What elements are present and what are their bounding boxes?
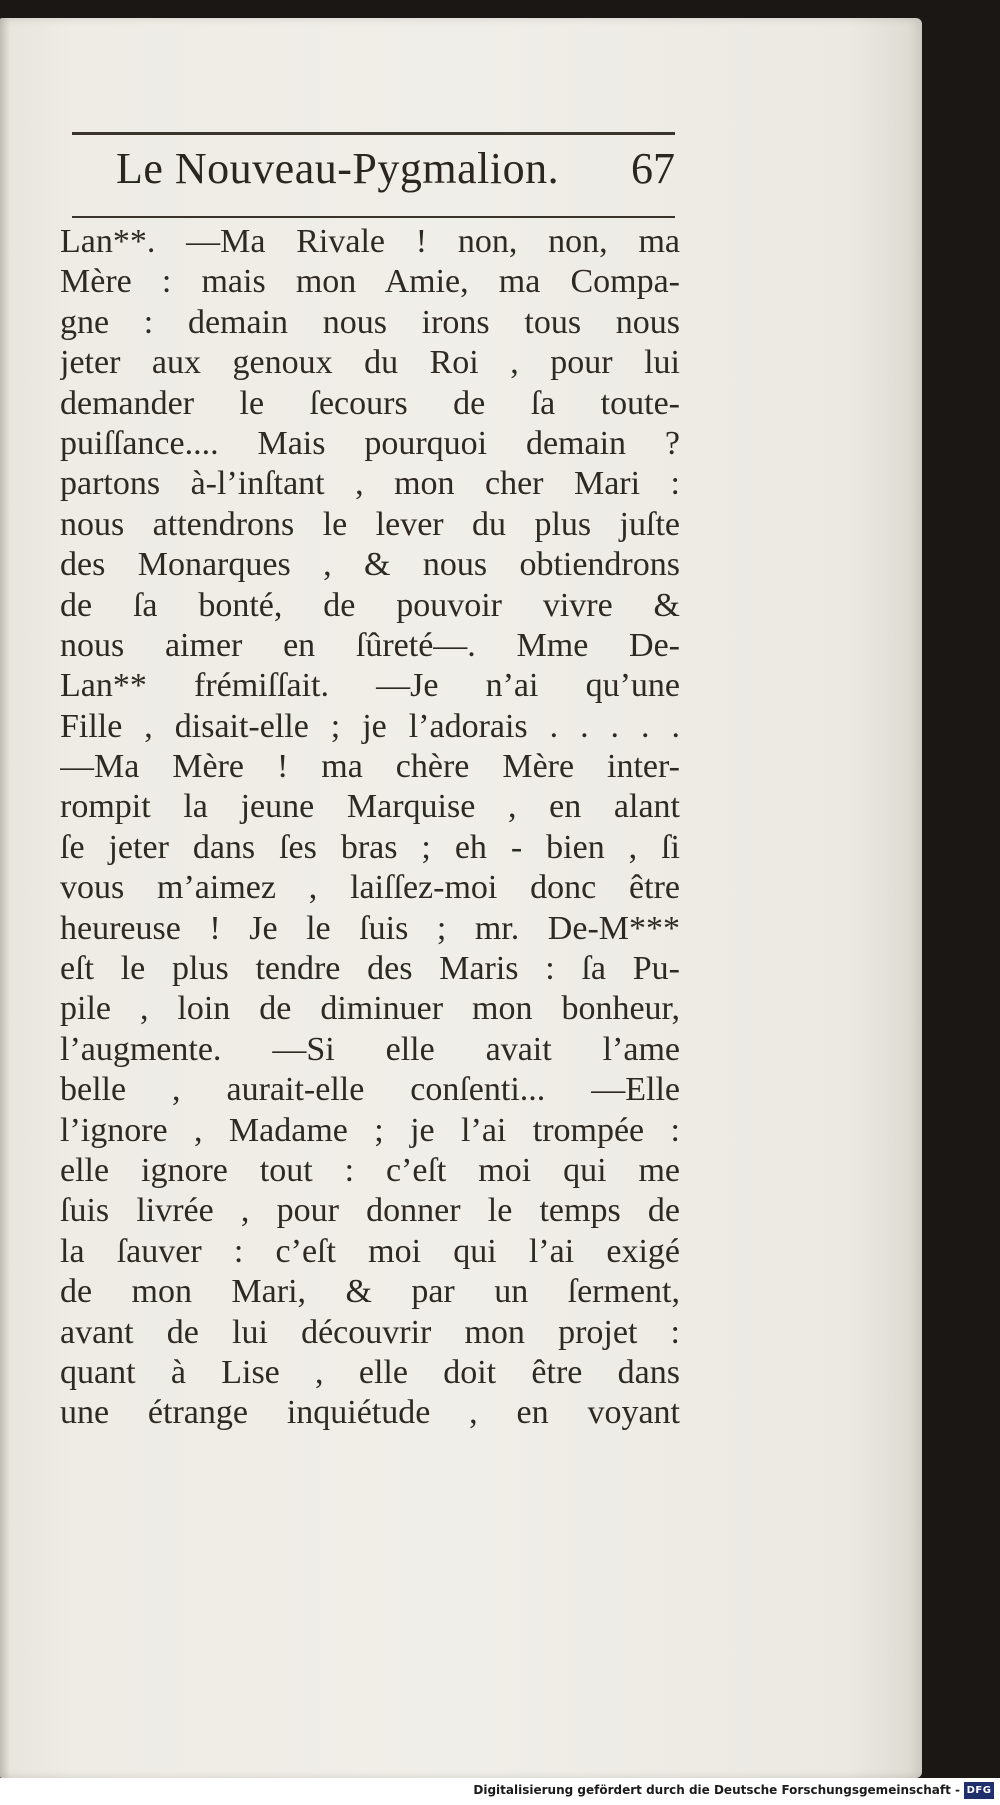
dfg-logo: DFG bbox=[964, 1782, 994, 1799]
header-rule-top bbox=[72, 132, 675, 135]
text-line: l’ignore , Madame ; je l’ai trompée : bbox=[60, 1111, 680, 1149]
text-line: nous aimer en ſûreté—. Mme De- bbox=[60, 626, 680, 664]
text-line: l’augmente. —Si elle avait l’ame bbox=[60, 1030, 680, 1068]
text-line: Lan**. —Ma Rivale ! non, non, ma bbox=[60, 223, 680, 260]
text-line: pile , loin de diminuer mon bonheur, bbox=[60, 990, 680, 1028]
body-text bbox=[60, 222, 680, 1434]
text-line: heureuse ! Je le ſuis ; mr. De-M*** bbox=[60, 909, 680, 947]
text-line: Lan** frémiſſait. —Je n’ai qu’une bbox=[60, 667, 680, 705]
text-line: rompit la jeune Marquise , en alant bbox=[60, 788, 680, 826]
digitization-footer bbox=[0, 1778, 1000, 1805]
running-head bbox=[72, 143, 675, 213]
text-line: belle , aurait-elle conſenti... —Elle bbox=[60, 1071, 680, 1109]
text-line: ſe jeter dans ſes bras ; eh - bien , ſi bbox=[60, 828, 680, 866]
text-line: une étrange inquiétude , en voyant bbox=[60, 1394, 680, 1432]
text-line: partons à-l’inſtant , mon cher Mari : bbox=[60, 465, 680, 503]
text-line: jeter aux genoux du Roi , pour lui bbox=[60, 344, 680, 382]
text-line: de ſa bonté, de pouvoir vivre & bbox=[60, 586, 680, 624]
page-number: 67 bbox=[631, 144, 675, 193]
text-line: demander le ſecours de ſa toute- bbox=[60, 384, 680, 422]
running-title: Le Nouveau-Pygmalion. bbox=[116, 144, 560, 193]
text-line: ſuis livrée , pour donner le temps de bbox=[60, 1192, 680, 1230]
text-line: nous attendrons le lever du plus juſte bbox=[60, 505, 680, 543]
text-line: quant à Lise , elle doit être dans bbox=[60, 1353, 680, 1391]
text-line: des Monarques , & nous obtiendrons bbox=[60, 546, 680, 584]
header-rule-bottom bbox=[72, 216, 675, 218]
text-line: de mon Mari, & par un ſerment, bbox=[60, 1273, 680, 1311]
text-line: elle ignore tout : c’eſt moi qui me bbox=[60, 1151, 680, 1189]
page-gutter-shadow bbox=[0, 18, 10, 1778]
text-line: vous m’aimez , laiſſez-moi donc être bbox=[60, 869, 680, 907]
text-line: gne : demain nous irons tous nous bbox=[60, 303, 680, 341]
funding-credit: Digitalisierung gefördert durch die Deutsche Forschungsgemeinschaft - bbox=[473, 1783, 960, 1797]
text-line: eſt le plus tendre des Maris : ſa Pu- bbox=[60, 950, 680, 988]
text-line: avant de lui découvrir mon projet : bbox=[60, 1313, 680, 1351]
text-line: la ſauver : c’eſt moi qui l’ai exigé bbox=[60, 1232, 680, 1270]
text-line: —Ma Mère ! ma chère Mère inter- bbox=[60, 748, 680, 786]
text-line: Mère : mais mon Amie, ma Compa- bbox=[60, 263, 680, 301]
text-line: puiſſance.... Mais pourquoi demain ? bbox=[60, 424, 680, 462]
text-line: Fille , disait-elle ; je l’adorais . . . . . bbox=[60, 707, 680, 745]
